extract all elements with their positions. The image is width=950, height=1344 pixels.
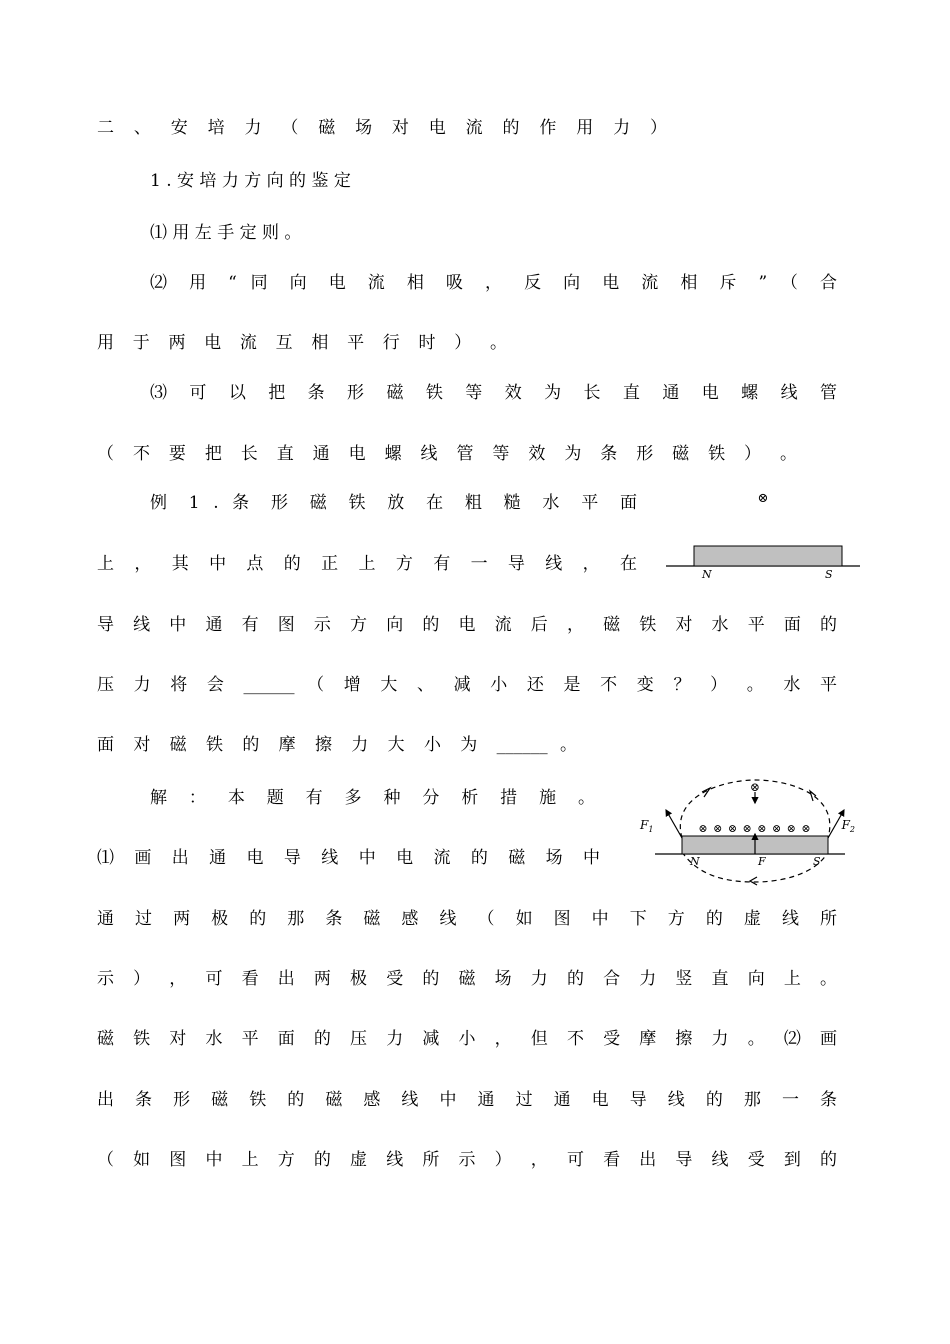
bar-magnet bbox=[694, 546, 842, 566]
solution-line: 示 ） ， 可 看 出 两 极 受 的 磁 场 力 的 合 力 竖 直 向 上 。 bbox=[97, 969, 837, 989]
pole-s-label: S bbox=[813, 855, 821, 868]
rule-1: ⑴ 用 左 手 定 则 。 bbox=[150, 223, 302, 243]
pole-s-label: S bbox=[825, 568, 833, 581]
solution-line: 出 条 形 磁 铁 的 磁 感 线 中 通 过 通 电 导 线 的 那 一 条 bbox=[97, 1090, 837, 1110]
field-arrow-icon bbox=[810, 791, 816, 801]
field-line-diagram bbox=[630, 770, 860, 895]
solution-line: ⑴ 画 出 通 电 导 线 中 电 流 的 磁 场 中 bbox=[97, 848, 600, 868]
pole-n-label: N bbox=[702, 568, 712, 581]
example-line: 上 ， 其 中 点 的 正 上 方 有 一 导 线 ， 在 bbox=[97, 554, 637, 574]
solution-line: （ 如 图 中 上 方 的 虚 线 所 示 ） ， 可 看 出 导 线 受 到 的 bbox=[97, 1150, 837, 1170]
solution-title: 解 ： 本 题 有 多 种 分 析 措 施 。 bbox=[150, 788, 595, 808]
pole-n-label: N bbox=[690, 855, 700, 868]
example-title: 例 1 . 条 形 磁 铁 放 在 粗 糙 水 平 面 bbox=[150, 493, 637, 513]
subheading: 1 . 安 培 力 方 向 的 鉴 定 bbox=[150, 171, 351, 191]
current-into-page-icon: ⊗ bbox=[757, 491, 769, 506]
solution-line: 通 过 两 极 的 那 条 磁 感 线 （ 如 图 中 下 方 的 虚 线 所 bbox=[97, 909, 837, 929]
example-line: 导 线 中 通 有 图 示 方 向 的 电 流 后 ， 磁 铁 对 水 平 面 的 bbox=[97, 615, 837, 635]
wire-current-icon: ⊗ bbox=[749, 780, 761, 794]
example-line: 压 力 将 会 ______ （ 增 大 、 减 小 还 是 不 变 ？ ） 。 水 平 bbox=[97, 675, 837, 695]
rule-3: ⑶ 可 以 把 条 形 磁 铁 等 效 为 长 直 通 电 螺 线 管 bbox=[150, 383, 837, 403]
example-line: 面 对 磁 铁 的 摩 擦 力 大 小 为 ______ 。 bbox=[97, 735, 577, 755]
field-arrow-icon bbox=[750, 877, 757, 885]
section-heading: 二 、 安 培 力 （ 磁 场 对 电 流 的 作 用 力 ） bbox=[97, 118, 667, 138]
magnet-wire-diagram bbox=[660, 485, 870, 585]
rule-2: ⑵ 用 “ 同 向 电 流 相 吸 ， 反 向 电 流 相 斥 ” （ 合 bbox=[150, 273, 837, 293]
force-f1-arrow bbox=[666, 810, 682, 838]
f1-label: $F_1$ bbox=[640, 818, 654, 834]
solution-line: 磁 铁 对 水 平 面 的 压 力 减 小 ， 但 不 受 摩 擦 力 。 ⑵ 画 bbox=[97, 1029, 837, 1049]
f2-label: $F_2$ bbox=[841, 818, 855, 834]
rule-2-cont: 用 于 两 电 流 互 相 平 行 时 ） 。 bbox=[97, 333, 507, 353]
current-element-row: ⊗ ⊗ ⊗ ⊗ ⊗ ⊗ ⊗ ⊗ bbox=[698, 822, 812, 835]
rule-3-cont: （ 不 要 把 长 直 通 电 螺 线 管 等 效 为 条 形 磁 铁 ） 。 bbox=[97, 444, 797, 464]
force-f-label: F bbox=[758, 855, 766, 868]
